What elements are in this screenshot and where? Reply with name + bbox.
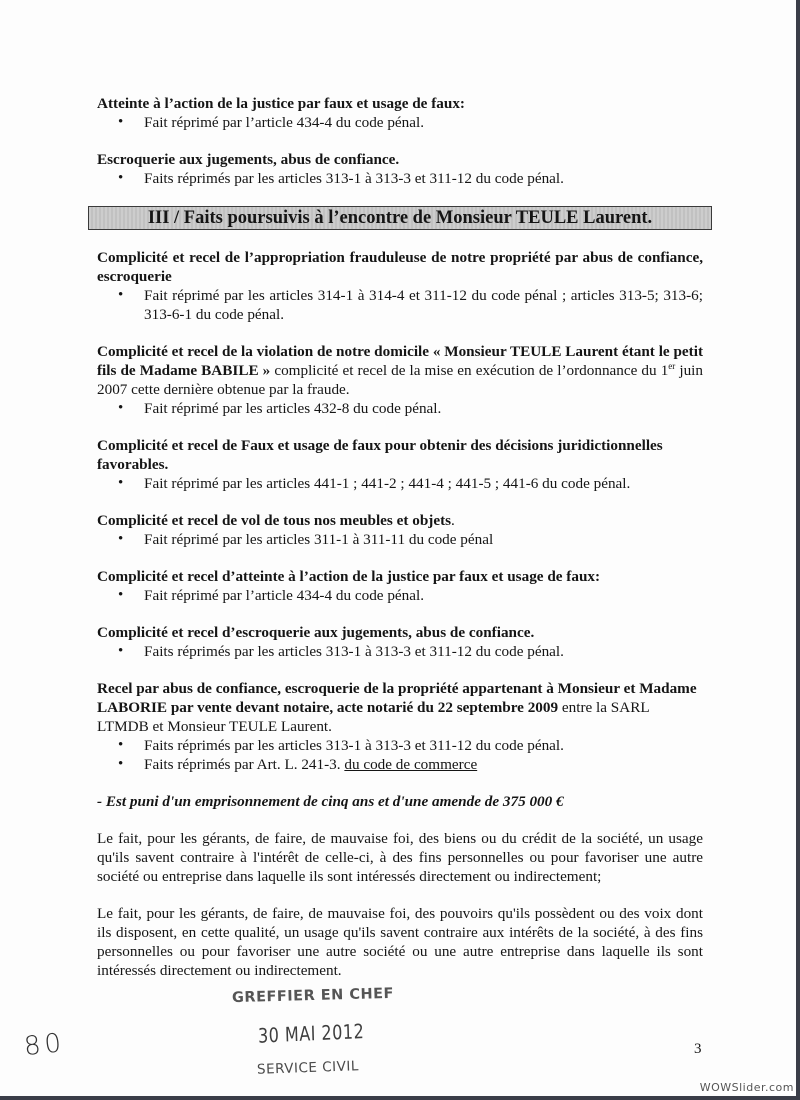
charge-section [97,623,703,661]
section-paragraph [97,679,703,736]
bullet-list [97,586,703,605]
bullet-item: • Fait réprimé par l’article 434-4 du code pénal. [97,113,703,132]
bullet-list [97,642,703,661]
bullet-list [97,399,703,418]
bullet-list [97,736,703,774]
section-heading: Complicité et recel de Faux et usage de faux pour obtenir des décisions juridictionnelles favorables. [97,437,663,473]
charge-section [97,436,703,493]
bullet-item: • Faits réprimés par les articles 313-1 à 313-3 et 311-12 du code pénal. [97,642,703,661]
section-heading: Atteinte à l’action de la justice par faux et usage de faux: [97,95,465,112]
body-paragraph: Le fait, pour les gérants, de faire, de mauvaise foi, des pouvoirs qu'ils possèdent ou des voix dont ils disposent, en cette qualité, un usage qu'ils savent contraire aux intérêts de la société, à des fins personnelles ou pour favoriser une autre société ou une autre entreprise dans laquelle ils sont intéressés directement ou indirectement. [97,905,703,979]
stamp-service: SERVICE CIVIL [256,1058,360,1078]
stamp-date: 30 MAI 2012 [257,1019,365,1048]
intro-section [97,94,703,132]
section-heading: Complicité et recel d’escroquerie aux jugements, abus de confiance. [97,624,535,641]
section-heading: Recel par abus de confiance, escroquerie de la propriété appartenant à Monsieur et Madame LABORIE par vente devant notaire, acte notarié du 22 septembre 2009 [97,680,697,716]
section-title: III / Faits poursuivis à l’encontre de Monsieur TEULE Laurent. [147,208,653,228]
bullet-list [97,169,703,188]
charge-section [97,567,703,605]
section-heading: Complicité et recel de la violation de notre domicile « Monsieur TEULE Laurent étant le petit fils de Madame BABILE » [97,343,703,379]
bullet-item: • Fait réprimé par les articles 432-8 du code pénal. [97,399,703,418]
charge-section [97,248,703,324]
bullet-text: Faits réprimés par Art. L. 241-3. [144,756,345,773]
section-title-box [88,206,712,230]
bullet-list [97,530,703,549]
bullet-item [97,755,703,774]
section-text: entre la SARL LTMDB et Monsieur TEULE Laurent. [97,699,650,735]
stamp-title: GREFFIER EN CHEF [231,985,395,1007]
watermark: WOWSlider.com [699,1081,794,1094]
underlined-text: du code de commerce [344,756,478,773]
bullet-list [97,113,703,132]
charge-section [97,679,703,774]
bullet-item: • Fait réprimé par les articles 311-1 à 311-11 du code pénal [97,530,703,549]
penalty-statement: - Est puni d'un emprisonnement de cinq ans et d'une amende de 375 000 € [97,793,564,810]
intro-section [97,150,703,188]
charge-section [97,511,703,549]
section-paragraph [97,342,703,399]
section-heading: Complicité et recel de l’appropriation frauduleuse de notre propriété par abus de confiance, escroquerie [97,249,703,285]
bullet-list [97,286,703,324]
body-paragraph: Le fait, pour les gérants, de faire, de mauvaise foi, des biens ou du crédit de la société, un usage qu'ils savent contraire à l'intérêt de celle-ci, à des fins personnelles ou pour favoriser une autre société ou entreprise dans laquelle ils sont intéressés directement ou indirectement; [97,830,703,885]
handwritten-note: 80 [22,1027,67,1063]
ordinal-superscript: er [668,360,676,371]
charge-section [97,342,703,418]
section-text: complicité et recel de la mise en exécution de l’ordonnance du 1 [270,362,669,379]
section-text: juin 2007 cette dernière obtenue par la fraude. [97,362,703,398]
page-number: 3 [694,1041,702,1057]
bullet-item: • Fait réprimé par les articles 314-1 à 314-4 et 311-12 du code pénal ; articles 313-5; 313-6; 313-6-1 du code pénal. [97,286,703,324]
section-paragraph [97,511,703,530]
bullet-list [97,474,703,493]
heading-suffix: . [451,512,455,529]
section-heading: Complicité et recel de vol de tous nos meubles et objets [97,512,452,529]
section-heading: Complicité et recel d’atteinte à l’action de la justice par faux et usage de faux: [97,568,601,585]
section-heading: Escroquerie aux jugements, abus de confiance. [97,151,400,168]
bullet-item: • Fait réprimé par l’article 434-4 du code pénal. [97,586,703,605]
bullet-item: • Fait réprimé par les articles 441-1 ; 441-2 ; 441-4 ; 441-5 ; 441-6 du code pénal. [97,474,703,493]
document-body [97,94,703,998]
bullet-item: • Faits réprimés par les articles 313-1 à 313-3 et 311-12 du code pénal. [97,169,703,188]
bullet-item: • Faits réprimés par les articles 313-1 à 313-3 et 311-12 du code pénal. [97,736,703,755]
